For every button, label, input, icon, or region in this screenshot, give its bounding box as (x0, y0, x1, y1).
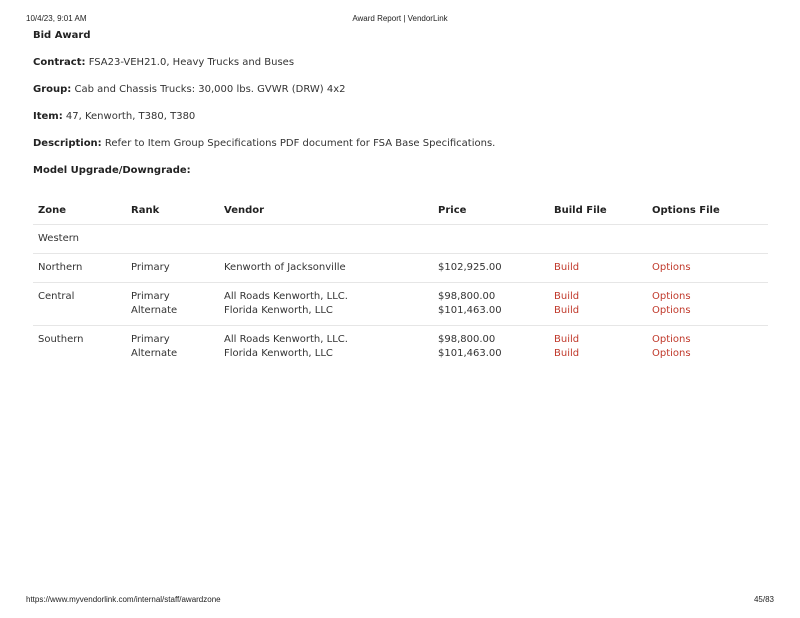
build-link[interactable]: Build (554, 333, 580, 345)
print-header (26, 14, 774, 26)
contract-label: Contract: (33, 57, 86, 68)
print-footer (26, 595, 774, 607)
item-field (33, 111, 768, 122)
vendor-cell (219, 325, 433, 368)
print-datetime: 10/4/23, 9:01 AM (26, 14, 87, 23)
zone-cell: Southern (38, 333, 84, 345)
options-link[interactable]: Options (652, 261, 691, 273)
award-table (33, 198, 768, 368)
price-value: $98,800.00 (438, 333, 496, 345)
options-cell (647, 253, 768, 282)
build-link[interactable]: Build (554, 290, 580, 302)
description-label: Description: (33, 138, 102, 149)
vendor-name: All Roads Kenworth, LLC. (224, 333, 348, 345)
column-header-zone: Zone (33, 198, 126, 224)
item-value: 47, Kenworth, T380, T380 (65, 111, 196, 122)
description-value: Refer to Item Group Specifications PDF document for FSA Base Specifications. (104, 138, 496, 149)
build-link[interactable]: Build (554, 261, 580, 273)
vendor-cell (219, 224, 433, 253)
column-header-price: Price (433, 198, 549, 224)
contract-value: FSA23-VEH21.0, Heavy Trucks and Buses (88, 57, 295, 68)
report-heading: Bid Award (33, 30, 91, 41)
rank-cell (126, 325, 219, 368)
group-label: Group: (33, 84, 72, 95)
table-row-northern (33, 253, 768, 282)
options-link[interactable]: Options (652, 347, 691, 359)
award-report (33, 30, 768, 368)
build-cell (549, 253, 647, 282)
build-link[interactable]: Build (554, 304, 580, 316)
options-link[interactable]: Options (652, 333, 691, 345)
price-value: $102,925.00 (438, 261, 502, 273)
price-value: $101,463.00 (438, 304, 502, 316)
table-header-row (33, 198, 768, 224)
model-upgrade-field (33, 165, 768, 176)
column-header-build-file: Build File (549, 198, 647, 224)
options-cell (647, 224, 768, 253)
rank-cell (126, 253, 219, 282)
model-upgrade-label: Model Upgrade/Downgrade: (33, 165, 191, 176)
print-page-title: Award Report | VendorLink (352, 14, 448, 23)
build-cell (549, 325, 647, 368)
page-url: https://www.myvendorlink.com/internal/staff/awardzone (26, 595, 221, 604)
table-row-western (33, 224, 768, 253)
rank-cell (126, 282, 219, 325)
price-value: $101,463.00 (438, 347, 502, 359)
column-header-vendor: Vendor (219, 198, 433, 224)
table-row-southern (33, 325, 768, 368)
build-cell (549, 224, 647, 253)
vendor-name: Florida Kenworth, LLC (224, 304, 333, 316)
description-field (33, 138, 768, 149)
vendor-name: All Roads Kenworth, LLC. (224, 290, 348, 302)
group-value: Cab and Chassis Trucks: 30,000 lbs. GVWR (DRW) 4x2 (74, 84, 346, 95)
item-label: Item: (33, 111, 63, 122)
price-cell (433, 253, 549, 282)
options-link[interactable]: Options (652, 290, 691, 302)
price-cell (433, 282, 549, 325)
vendor-cell (219, 253, 433, 282)
rank-value: Alternate (131, 304, 178, 316)
contract-field (33, 57, 768, 68)
rank-cell (126, 224, 219, 253)
rank-value: Alternate (131, 347, 178, 359)
options-link[interactable]: Options (652, 304, 691, 316)
build-cell (549, 282, 647, 325)
rank-value: Primary (131, 261, 170, 273)
options-cell (647, 282, 768, 325)
rank-value: Primary (131, 290, 170, 302)
table-row-central (33, 282, 768, 325)
column-header-rank: Rank (126, 198, 219, 224)
page-number: 45/83 (753, 595, 774, 604)
vendor-name: Kenworth of Jacksonville (224, 261, 346, 273)
price-value: $98,800.00 (438, 290, 496, 302)
price-cell (433, 325, 549, 368)
column-header-options-file: Options File (647, 198, 768, 224)
zone-cell: Central (33, 282, 126, 325)
zone-cell: Western (33, 224, 126, 253)
options-cell (647, 325, 768, 368)
rank-value: Primary (131, 333, 170, 345)
build-link[interactable]: Build (554, 347, 580, 359)
vendor-name: Florida Kenworth, LLC (224, 347, 333, 359)
group-field (33, 84, 768, 95)
zone-cell: Northern (33, 253, 126, 282)
price-cell (433, 224, 549, 253)
vendor-cell (219, 282, 433, 325)
